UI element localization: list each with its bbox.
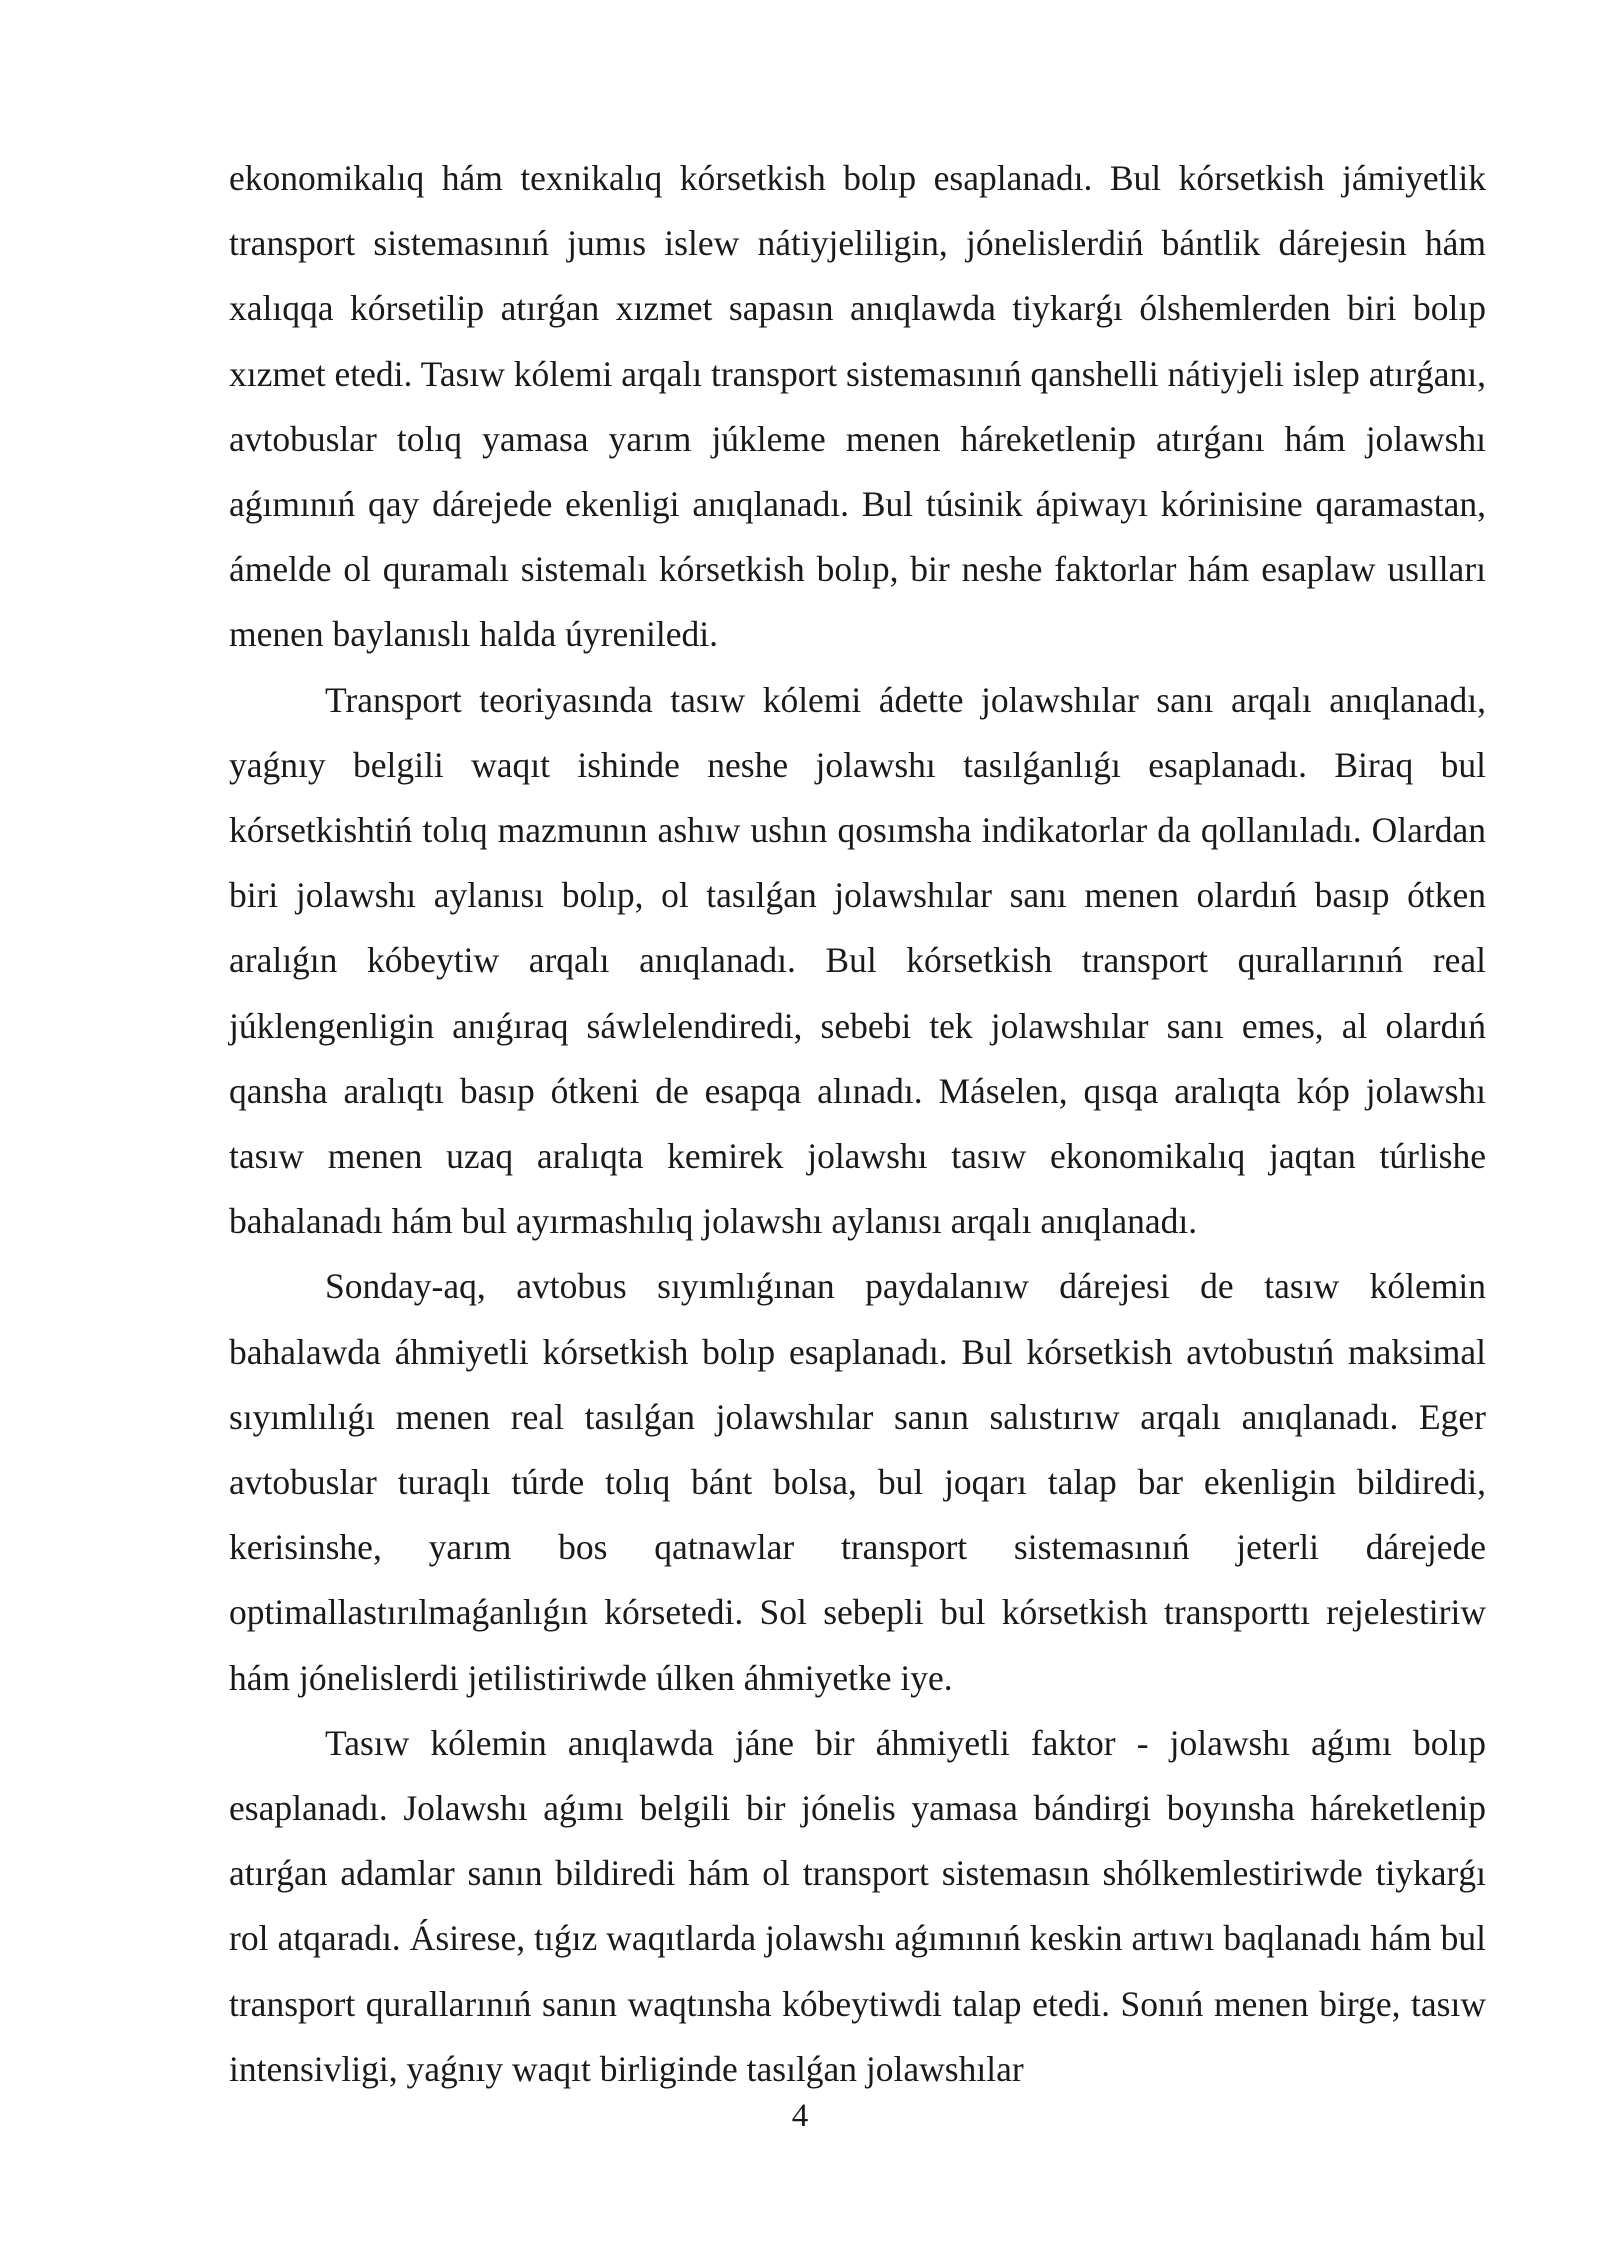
document-body [229,146,1486,2102]
paragraph-3: Sonday-aq, avtobus sıyımlıǵınan paydalanıw dárejesi de tasıw kólemin bahalawda áhmiyetli kórsetkish bolıp esaplanadı. Bul kórsetkish avtobustıń maksimal sıyımlılıǵı menen real tasılǵan jolawshılar sanın salıstırıw arqalı anıqlanadı. Eger avtobuslar turaqlı túrde tolıq bánt bolsa, bul joqarı talap bar ekenligin bildiredi, kerisinshe, yarım bos qatnawlar transport sistemasınıń jeterli dárejede optimallastırılmaǵanlıǵın kórsetedi. Sol sebepli bul kórsetkish transporttı rejelestiriw hám jónelislerdi jetilistiriwde úlken áhmiyetke iye. [229,1266,1486,1698]
paragraph-1: ekonomikalıq hám texnikalıq kórsetkish bolıp esaplanadı. Bul kórsetkish jámiyetlik transport sistemasınıń jumıs islew nátiyjeliligin, jónelislerdiń bántlik dárejesin hám xalıqqa kórsetilip atırǵan xızmet sapasın anıqlawda tiykarǵı ólshemlerden biri bolıp xızmet etedi. Tasıw kólemi arqalı transport sistemasınıń qanshelli nátiyjeli islep atırǵanı, avtobuslar tolıq yamasa yarım júkleme menen háreketlenip atırǵanı hám jolawshı aǵımınıń qay dárejede ekenligi anıqlanadı. Bul túsinik ápiwayı kórinisine qaramastan, ámelde ol quramalı sistemalı kórsetkish bolıp, bir neshe faktorlar hám esaplaw usılları menen baylanıslı halda úyreniledi. [229,158,1486,655]
paragraph-4: Tasıw kólemin anıqlawda jáne bir áhmiyetli faktor - jolawshı aǵımı bolıp esaplanadı. Jolawshı aǵımı belgili bir jónelis yamasa bándirgi boyınsha háreketlenip atırǵan adamlar sanın bildiredi hám ol transport sistemasın shólkemlestiriwde tiykarǵı rol atqaradı. Ásirese, tıǵız waqıtlarda jolawshı aǵımınıń keskin artıwı baqlanadı hám bul transport qurallarınıń sanın waqtınsha kóbeytiwdi talap etedi. Sonıń menen birge, tasıw intensivligi, yaǵnıy waqıt birliginde tasılǵan jolawshılar [229,1722,1486,2089]
paragraph-2: Transport teoriyasında tasıw kólemi ádette jolawshılar sanı arqalı anıqlanadı, yaǵnıy belgili waqıt ishinde neshe jolawshı tasılǵanlıǵı esaplanadı. Biraq bul kórsetkishtiń tolıq mazmunın ashıw ushın qosımsha indikatorlar da qollanıladı. Olardan biri jolawshı aylanısı bolıp, ol tasılǵan jolawshılar sanı menen olardıń basıp ótken aralıǵın kóbeytiw arqalı anıqlanadı. Bul kórsetkish transport qurallarınıń real júklengenligin anıǵıraq sáwlelendiredi, sebebi tek jolawshılar sanı emes, al olardıń qansha aralıqtı basıp ótkeni de esapqa alınadı. Máselen, qısqa aralıqta kóp jolawshı tasıw menen uzaq aralıqta kemirek jolawshı tasıw ekonomikalıq jaqtan túrlishe bahalanadı hám bul ayırmashılıq jolawshı aylanısı arqalı anıqlanadı. [229,679,1486,1242]
page-number: 4 [791,2098,809,2134]
